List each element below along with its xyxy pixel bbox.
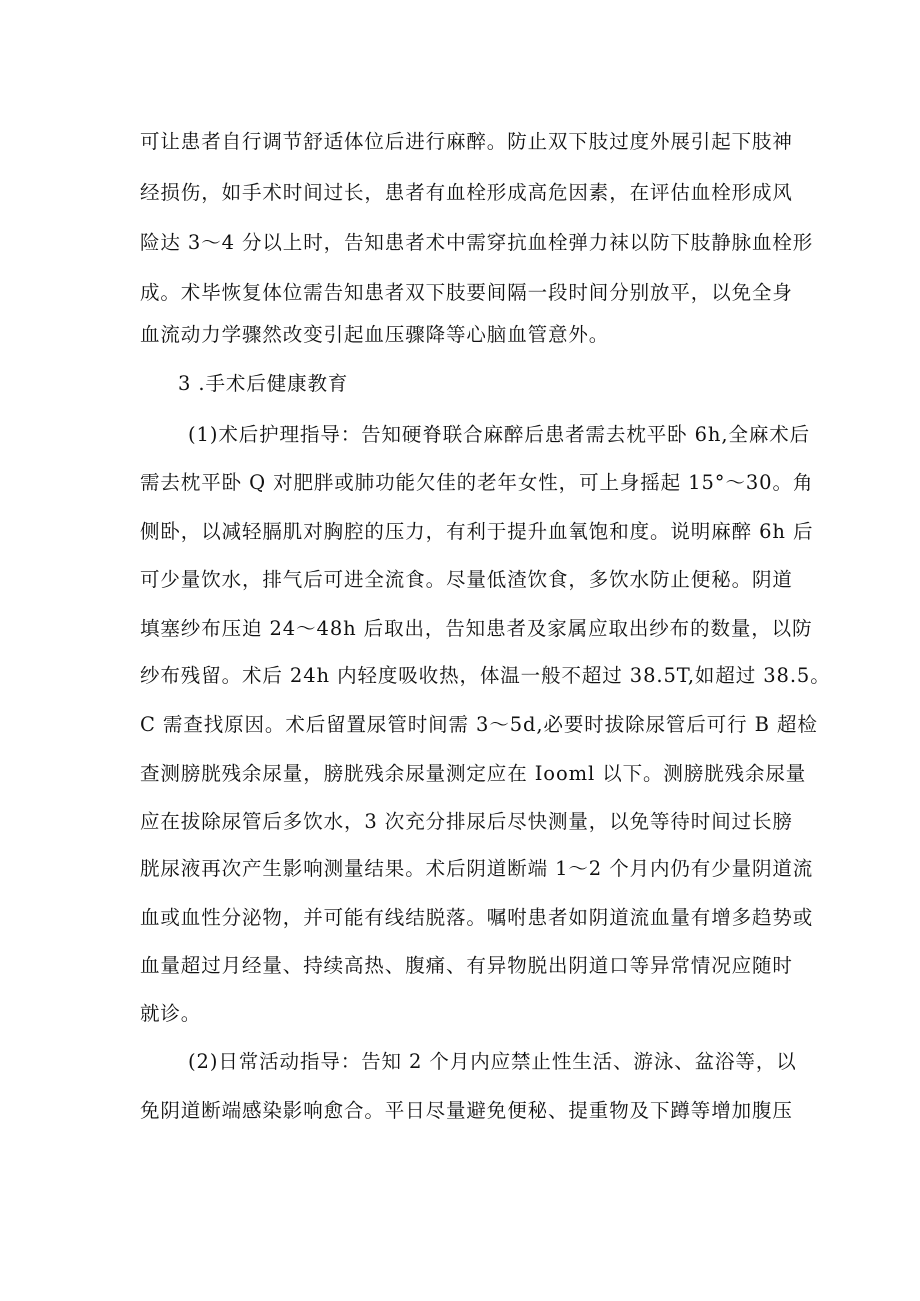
text-line: 需去枕平卧 Q 对肥胖或肺功能欠佳的老年女性，可上身摇起 15°～30。角 — [140, 471, 814, 494]
text-line: 填塞纱布压迫 24～48h 后取出，告知患者及家属应取出纱布的数量，以防 — [140, 617, 813, 640]
text-line: 免阴道断端感染影响愈合。平日尽量避免便秘、提重物及下蹲等增加腹压 — [140, 1099, 793, 1122]
text-line: C 需查找原因。术后留置尿管时间需 3～5d,必要时拔除尿管后可行 B 超检 — [140, 713, 818, 736]
text-line: 险达 3～4 分以上时，告知患者术中需穿抗血栓弹力袜以防下肢静脉血栓形 — [140, 231, 814, 254]
paragraph-first-line: (2)日常活动指导：告知 2 个月内应禁止性生活、游泳、盆浴等，以 — [188, 1050, 797, 1073]
paragraph-first-line: (1)术后护理指导：告知硬脊联合麻醉后患者需去枕平卧 6h,全麻术后 — [188, 423, 811, 446]
text-line: 侧卧，以减轻膈肌对胸腔的压力，有利于提升血氧饱和度。说明麻醉 6h 后 — [140, 520, 814, 543]
text-line: 胱尿液再次产生影响测量结果。术后阴道断端 1～2 个月内仍有少量阴道流 — [140, 857, 814, 880]
text-line: 血流动力学骤然改变引起血压骤降等心脑血管意外。 — [140, 323, 610, 346]
text-line: 经损伤，如手术时间过长，患者有血栓形成高危因素，在评估血栓形成风 — [140, 181, 793, 204]
text-line: 可让患者自行调节舒适体位后进行麻醉。防止双下肢过度外展引起下肢神 — [140, 130, 793, 153]
text-line: 成。术毕恢复体位需告知患者双下肢要间隔一段时间分别放平，以免全身 — [140, 281, 793, 304]
text-line: 纱布残留。术后 24h 内轻度吸收热，体温一般不超过 38.5T,如超过 38.5。 — [140, 664, 831, 687]
text-line: 可少量饮水，排气后可进全流食。尽量低渣饮食，多饮水防止便秘。阴道 — [140, 568, 793, 591]
section-heading: 3 .手术后健康教育 — [178, 372, 349, 395]
text-line: 血或血性分泌物，并可能有线结脱落。嘱咐患者如阴道流血量有增多趋势或 — [140, 906, 814, 929]
text-line: 应在拔除尿管后多饮水，3 次充分排尿后尽快测量，以免等待时间过长膀 — [140, 810, 793, 833]
text-line: 血量超过月经量、持续高热、腹痛、有异物脱出阴道口等异常情况应随时 — [140, 954, 793, 977]
text-line: 查测膀胱残余尿量，膀胱残余尿量测定应在 Iooml 以下。测膀胱残余尿量 — [140, 762, 807, 785]
text-line: 就诊。 — [140, 1002, 202, 1025]
